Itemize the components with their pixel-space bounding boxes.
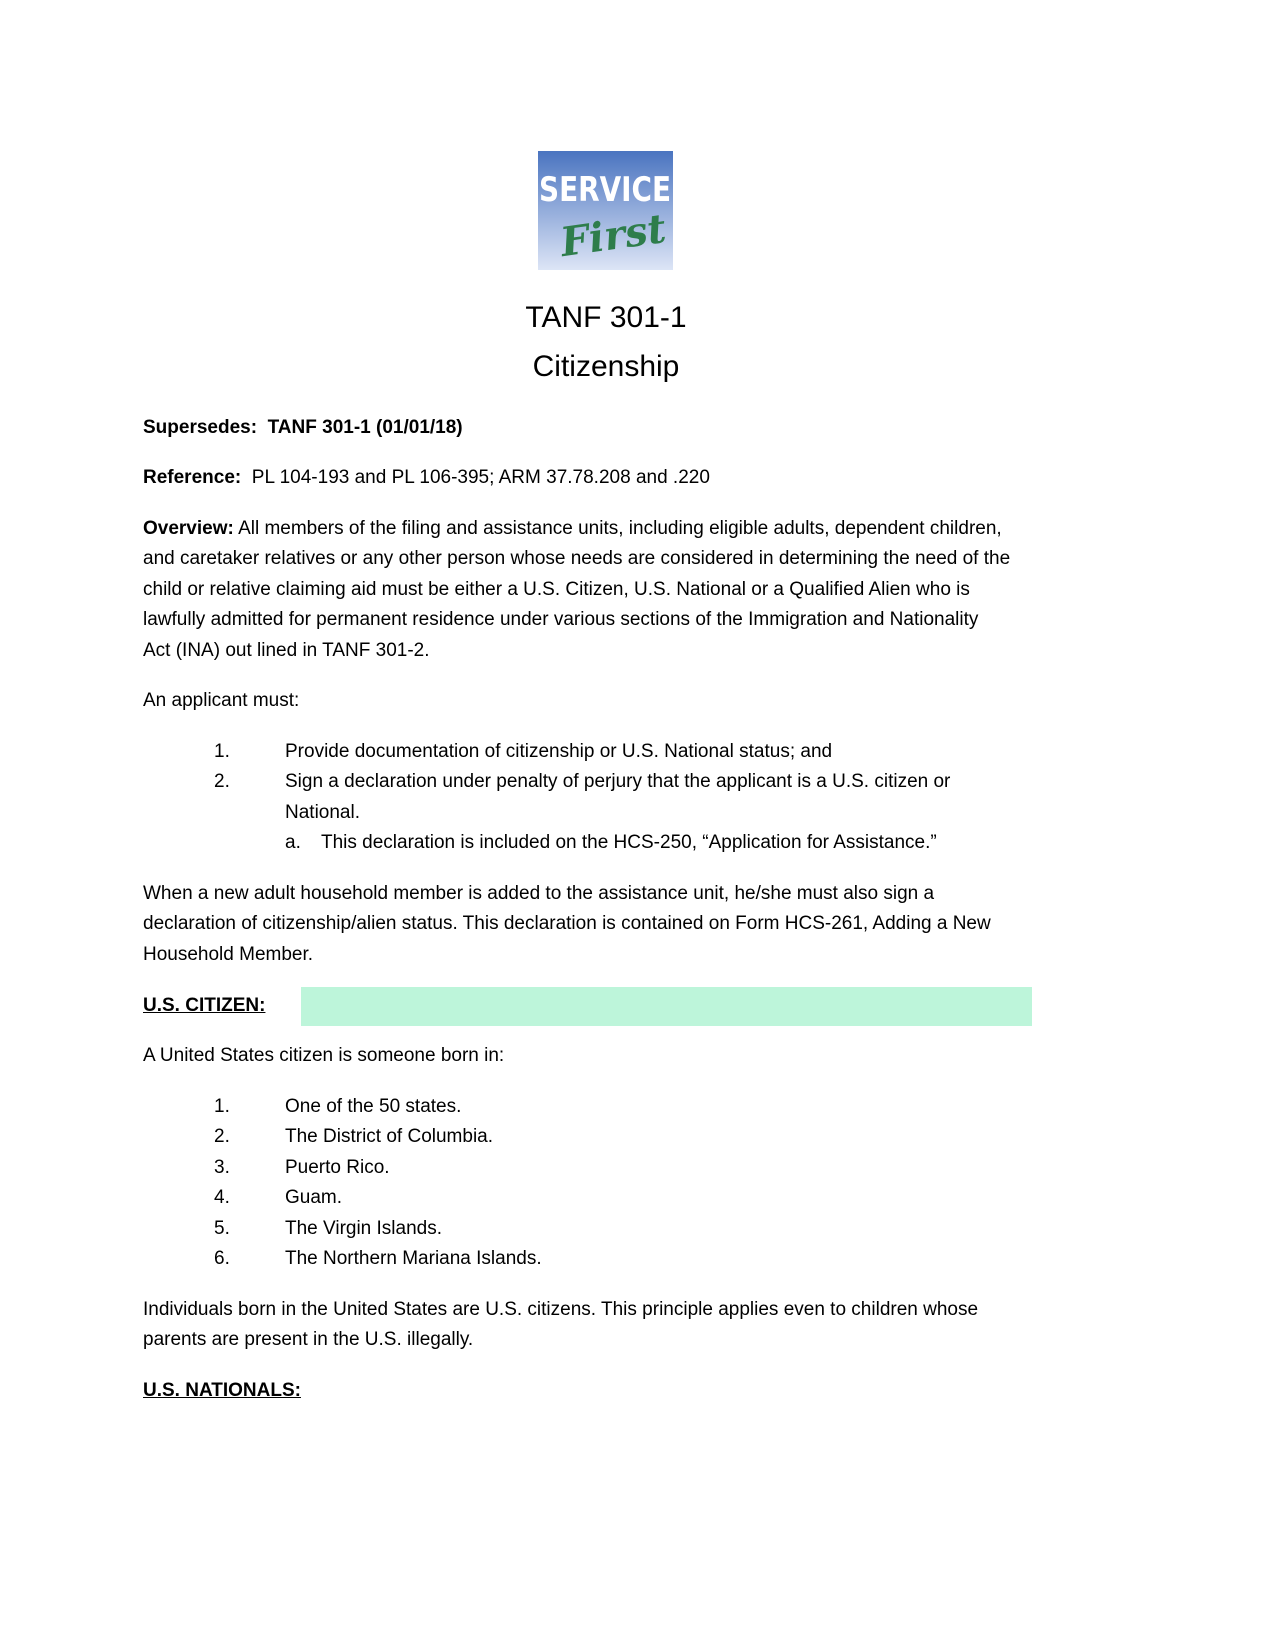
svg-text:SERVICE: SERVICE: [539, 170, 671, 210]
list-number: 2.: [214, 771, 230, 792]
supersedes-line: [143, 413, 1073, 444]
new-member-line-1: When a new adult household member is added to the assistance unit, he/she must also sign a: [143, 883, 935, 904]
closing-line-2: parents are present in the U.S. illegally.: [143, 1329, 474, 1350]
supersedes-value: TANF 301-1 (01/01/18): [267, 417, 463, 438]
list-item: Provide documentation of citizenship or U.S. National status; and: [285, 741, 833, 762]
list-number: 5.: [214, 1218, 230, 1239]
overview-line-1: Overview: All members of the filing and assistance units, including eligible adults, dependent children,: [143, 518, 1002, 539]
closing-line-1: Individuals born in the United States are U.S. citizens. This principle applies even to children whose: [143, 1299, 979, 1320]
list-number: 1.: [214, 741, 230, 762]
overview-line-3: child or relative claiming aid must be either a U.S. Citizen, U.S. National or a Qualified Alien who is: [143, 579, 970, 600]
list-item: Guam.: [285, 1187, 343, 1208]
sublist-item: This declaration is included on the HCS-250, “Application for Assistance.”: [321, 832, 937, 853]
highlight-bar: [301, 987, 1032, 1026]
svg-text:First: First: [557, 204, 669, 267]
document-subtitle: Citizenship: [532, 350, 680, 383]
reference-line: [143, 463, 1073, 494]
list-number: 2.: [214, 1126, 230, 1147]
list-number: 6.: [214, 1248, 230, 1269]
overview-line-5: Act (INA) out lined in TANF 301-2.: [143, 640, 430, 661]
us-citizen-heading: U.S. CITIZEN:: [143, 995, 266, 1016]
service-first-logo: [538, 151, 673, 270]
new-member-line-2: declaration of citizenship/alien status. This declaration is contained on Form HCS-261, Adding a New: [143, 913, 991, 934]
overview-line-4: lawfully admitted for permanent residence under various sections of the Immigration and Nationality: [143, 609, 979, 630]
supersedes-label: Supersedes:: [143, 417, 258, 438]
new-member-line-3: Household Member.: [143, 944, 314, 965]
us-citizen-intro: A United States citizen is someone born in:: [143, 1045, 505, 1066]
sublist-letter: a.: [285, 832, 301, 853]
overview-label: Overview:: [143, 518, 234, 539]
list-item: One of the 50 states.: [285, 1096, 462, 1117]
list-number: 1.: [214, 1096, 230, 1117]
applicant-intro: An applicant must:: [143, 690, 300, 711]
list-item: The Virgin Islands.: [285, 1218, 443, 1239]
reference-value: PL 104-193 and PL 106-395; ARM 37.78.208 and .220: [251, 467, 710, 488]
list-item: The Northern Mariana Islands.: [285, 1248, 542, 1269]
list-number: 4.: [214, 1187, 230, 1208]
list-item: Sign a declaration under penalty of perjury that the applicant is a U.S. citizen or: [285, 771, 951, 792]
list-item: Puerto Rico.: [285, 1157, 390, 1178]
list-item-continuation: National.: [285, 802, 360, 823]
us-nationals-heading: U.S. NATIONALS:: [143, 1380, 301, 1401]
reference-label: Reference:: [143, 467, 242, 488]
list-item: The District of Columbia.: [285, 1126, 494, 1147]
overview-line-2: and caretaker relatives or any other person whose needs are considered in determining the need of the: [143, 548, 1011, 569]
document-title: TANF 301-1: [525, 301, 687, 334]
list-number: 3.: [214, 1157, 230, 1178]
